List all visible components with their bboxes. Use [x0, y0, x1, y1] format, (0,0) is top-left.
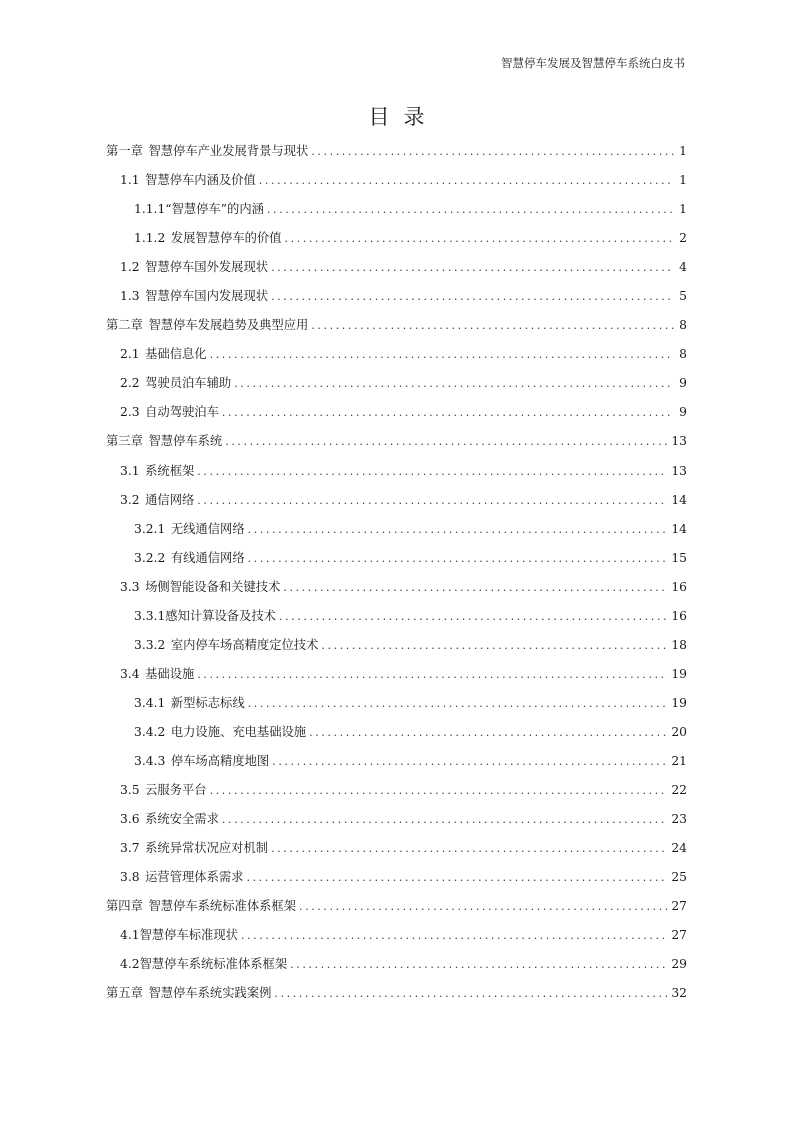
toc-entry-number: 3.2.2	[134, 550, 166, 565]
page-title: 目录	[368, 105, 439, 129]
toc-dot-leader	[279, 607, 668, 627]
toc-entry-page: 22	[671, 783, 687, 798]
toc-entry-number: 3.5	[120, 783, 140, 798]
toc-entry-page: 1	[679, 144, 687, 158]
toc-dot-leader	[285, 229, 674, 249]
toc-entry-page: 8	[679, 347, 687, 362]
toc-dot-leader	[222, 810, 668, 830]
toc-entry[interactable]	[106, 402, 687, 431]
toc-entry[interactable]	[106, 577, 687, 606]
toc-entry-title: 智慧停车内涵及价值	[145, 173, 256, 188]
toc-entry[interactable]	[106, 170, 687, 199]
toc-entry-title: 基础信息化	[145, 347, 207, 362]
toc-entry-page: 16	[671, 608, 687, 623]
toc-entry-page: 32	[671, 986, 687, 1001]
toc-entry-title: 智慧停车标准现状	[139, 928, 238, 943]
toc-entry[interactable]	[106, 490, 687, 519]
toc-entry-number: 3.4.2	[134, 724, 166, 739]
toc-entry-title: 系统框架	[145, 463, 195, 478]
toc-entry-number: 3.3.1	[134, 608, 166, 623]
toc-dot-leader	[311, 316, 674, 336]
toc-entry-title: 智慧停车系统标准体系框架	[148, 899, 297, 914]
toc-dot-leader	[248, 694, 669, 714]
toc-entry-number: 3.3	[120, 579, 140, 594]
toc-entry[interactable]	[106, 751, 687, 780]
toc-dot-leader	[259, 171, 674, 191]
toc-dot-leader	[248, 520, 669, 540]
toc-entry[interactable]	[106, 664, 687, 693]
toc-dot-leader	[309, 723, 668, 743]
toc-entry-number: 1.1	[120, 173, 140, 188]
toc-entry-title: 智慧停车系统标准体系框架	[139, 957, 288, 972]
toc-entry[interactable]	[106, 344, 687, 373]
toc-entry-page: 16	[671, 579, 687, 594]
toc-dot-leader	[267, 200, 674, 220]
toc-dot-leader	[271, 258, 674, 278]
toc-entry-title: 智慧停车国外发展现状	[145, 260, 269, 275]
toc-entry-number: 3.4	[120, 666, 140, 681]
toc-entry-number: 1.1.1	[134, 202, 166, 217]
toc-entry-title: 智慧停车发展趋势及典型应用	[148, 318, 309, 333]
toc-entry-number: 第三章	[106, 434, 143, 449]
toc-entry-page: 9	[679, 405, 687, 420]
toc-entry-number: 1.1.2	[134, 231, 166, 246]
toc-entry[interactable]	[106, 431, 687, 460]
toc-entry-title: 智慧停车产业发展背景与现状	[148, 144, 309, 158]
toc-entry-page: 14	[671, 492, 687, 507]
toc-entry[interactable]	[106, 228, 687, 257]
toc-entry[interactable]	[106, 838, 687, 867]
toc-entry-title: 场侧智能设备和关键技术	[145, 579, 281, 594]
toc-entry[interactable]	[106, 461, 687, 490]
toc-entry-title: 室内停车场高精度定位技术	[170, 637, 319, 652]
toc-entry-page: 9	[679, 376, 687, 391]
toc-entry-page: 20	[671, 724, 687, 739]
toc-entry-title: 通信网络	[145, 492, 195, 507]
toc-entry[interactable]	[106, 315, 687, 344]
toc-entry[interactable]	[106, 548, 687, 577]
toc-entry[interactable]	[106, 606, 687, 635]
toc-entry-title: 自动驾驶泊车	[145, 405, 219, 420]
toc-entry-page: 21	[671, 753, 687, 768]
toc-entry[interactable]	[106, 867, 687, 896]
toc-entry[interactable]	[106, 635, 687, 664]
toc-entry[interactable]	[106, 954, 687, 983]
toc-dot-leader	[321, 636, 668, 656]
toc-entry-page: 1	[679, 202, 687, 217]
toc-entry-page: 27	[671, 928, 687, 943]
toc-entry-number: 第二章	[106, 318, 143, 333]
toc-entry-number: 第一章	[106, 144, 143, 158]
toc-entry-page: 8	[679, 318, 687, 333]
toc-dot-leader	[283, 578, 668, 598]
toc-entry-page: 13	[671, 434, 687, 449]
toc-entry[interactable]	[106, 141, 687, 170]
toc-entry[interactable]	[106, 722, 687, 751]
toc-entry-page: 2	[679, 231, 687, 246]
toc-entry-page: 25	[671, 870, 687, 885]
toc-entry-number: 4.2	[120, 957, 140, 972]
toc-entry-page: 19	[671, 695, 687, 710]
toc-entry-number: 1.3	[120, 289, 140, 304]
toc-entry-page: 18	[671, 637, 687, 652]
toc-dot-leader	[197, 665, 668, 685]
toc-dot-leader	[290, 955, 668, 975]
toc-dot-leader	[222, 403, 674, 423]
toc-entry-title: 无线通信网络	[170, 521, 245, 536]
toc-entry-title: “智慧停车”的内涵	[165, 202, 264, 217]
toc-entry-number: 1.2	[120, 260, 140, 275]
toc-entry-number: 3.3.2	[134, 637, 166, 652]
toc-dot-leader	[225, 432, 668, 452]
toc-entry-title: 云服务平台	[145, 783, 207, 798]
toc-entry-number: 3.7	[120, 841, 140, 856]
toc-dot-leader	[241, 926, 668, 946]
toc-entry-page: 1	[679, 173, 687, 188]
toc-entry-number: 3.2	[120, 492, 140, 507]
toc-dot-leader	[248, 549, 669, 569]
toc-entry-page: 23	[671, 812, 687, 827]
toc-dot-leader	[271, 287, 674, 307]
toc-entry-title: 电力设施、充电基础设施	[170, 724, 307, 739]
toc-entry[interactable]	[106, 780, 687, 809]
toc-entry-title: 发展智慧停车的价值	[170, 231, 282, 246]
toc-entry-title: 系统异常状况应对机制	[145, 841, 269, 856]
toc-entry-page: 13	[671, 463, 687, 478]
toc-dot-leader	[271, 839, 668, 859]
toc-entry-page: 15	[671, 550, 687, 565]
toc-entry[interactable]	[106, 373, 687, 402]
toc-entry-number: 3.4.1	[134, 695, 166, 710]
toc-entry-number: 第五章	[106, 986, 143, 1001]
toc-entry[interactable]	[106, 519, 687, 548]
toc-entry[interactable]	[106, 199, 687, 228]
running-header: 智慧停车发展及智慧停车系统白皮书	[501, 56, 685, 70]
toc-entry-title: 有线通信网络	[170, 550, 245, 565]
toc-entry-page: 27	[671, 899, 687, 914]
toc-entry-page: 4	[679, 260, 687, 275]
toc-entry-number: 3.8	[120, 870, 140, 885]
toc-entry-title: 基础设施	[145, 666, 195, 681]
toc-entry-number: 3.2.1	[134, 521, 166, 536]
toc-entry-page: 5	[679, 289, 687, 304]
toc-entry-title: 新型标志标线	[170, 695, 245, 710]
toc-dot-leader	[197, 462, 668, 482]
toc-dot-leader	[272, 752, 668, 772]
toc-entry-title: 感知计算设备及技术	[165, 608, 276, 623]
toc-entry-title: 运营管理体系需求	[145, 870, 244, 885]
toc-entry-title: 驾驶员泊车辅助	[145, 376, 232, 391]
toc-entry-number: 2.1	[120, 347, 140, 362]
toc-dot-leader	[234, 374, 674, 394]
toc-entry-number: 第四章	[106, 899, 143, 914]
toc-entry[interactable]	[106, 693, 687, 722]
toc-entry-title: 智慧停车国内发展现状	[145, 289, 269, 304]
toc-entry[interactable]	[106, 896, 687, 925]
toc-entry[interactable]	[106, 983, 687, 1012]
toc-dot-leader	[299, 897, 668, 917]
toc-entry-title: 智慧停车系统实践案例	[148, 986, 272, 1001]
toc-entry-number: 3.4.3	[134, 753, 166, 768]
toc-entry-page: 24	[671, 841, 687, 856]
toc-dot-leader	[210, 345, 674, 365]
toc-entry-title: 智慧停车系统	[148, 434, 223, 449]
toc-entry-title: 系统安全需求	[145, 812, 219, 827]
toc-entry-page: 19	[671, 666, 687, 681]
toc-entry[interactable]	[106, 809, 687, 838]
toc-dot-leader	[210, 781, 669, 801]
toc-entry-title: 停车场高精度地图	[170, 753, 270, 768]
toc-entry-page: 14	[671, 521, 687, 536]
toc-entry-number: 3.1	[120, 463, 140, 478]
toc-dot-leader	[246, 868, 668, 888]
table-of-contents	[106, 141, 687, 1012]
toc-entry-number: 2.2	[120, 376, 140, 391]
toc-entry[interactable]	[106, 257, 687, 286]
toc-entry-number: 2.3	[120, 405, 140, 420]
toc-entry[interactable]	[106, 925, 687, 954]
toc-dot-leader	[197, 491, 668, 511]
toc-dot-leader	[274, 984, 668, 1004]
toc-entry-page: 29	[671, 957, 687, 972]
toc-entry[interactable]	[106, 286, 687, 315]
toc-entry-number: 4.1	[120, 928, 140, 943]
toc-dot-leader	[311, 142, 674, 162]
toc-entry-number: 3.6	[120, 812, 140, 827]
